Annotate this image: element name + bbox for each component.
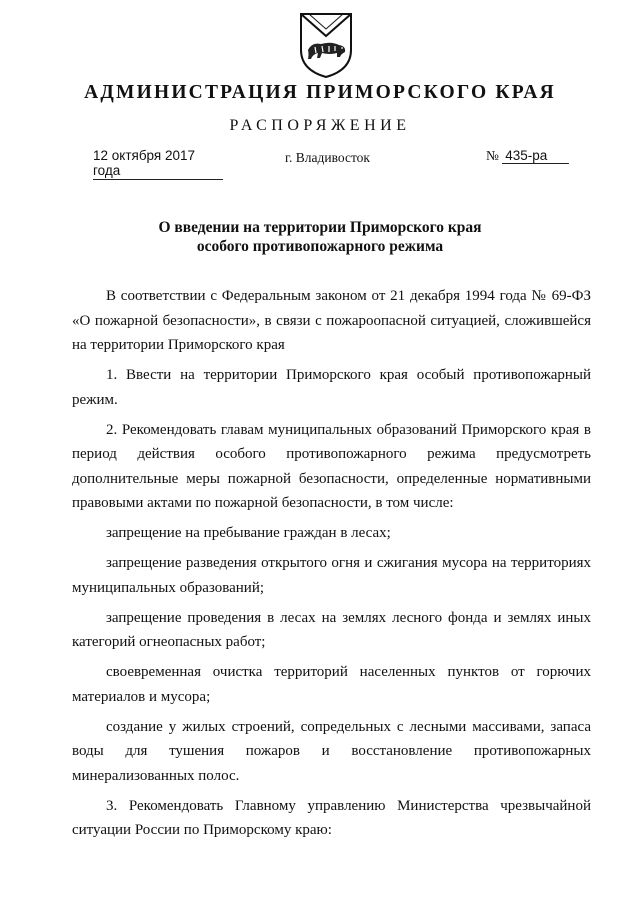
organization-name: АДМИНИСТРАЦИЯ ПРИМОРСКОГО КРАЯ <box>84 82 556 103</box>
paragraph-measure: своевременная очистка территорий населенных пунктов от горючих материалов и мусора; <box>72 664 591 705</box>
document-number <box>486 148 569 164</box>
paragraph-measure: запрещение разведения открытого огня и сжигания мусора на территориях муниципальных образований; <box>72 555 591 596</box>
coat-of-arms-icon <box>297 10 355 80</box>
title-line-1: О введении на территории Приморского края <box>158 219 482 236</box>
paragraph-item-2: 2. Рекомендовать главам муниципальных образований Приморского края в период действия особого противопожарного режима предусмотреть дополнительные меры пожарной безопасности, определенные нормативными правовыми актами по пожарной безопасности, в том числе: <box>72 421 591 511</box>
document-city: г. Владивосток <box>285 150 370 165</box>
paragraph-item-1: 1. Ввести на территории Приморского края особый противопожарный режим. <box>72 367 591 408</box>
document-title <box>0 218 640 256</box>
number-prefix: № <box>486 148 499 163</box>
document-type: РАСПОРЯЖЕНИЕ <box>229 117 411 134</box>
number-value: 435-ра <box>502 148 569 164</box>
document-body <box>72 284 591 848</box>
paragraph-measure: запрещение на пребывание граждан в лесах; <box>106 525 391 541</box>
paragraph-item-3: 3. Рекомендовать Главному управлению Министерства чрезвычайной ситуации России по Приморскому краю: <box>72 797 591 838</box>
paragraph-measure: создание у жилых строений, сопредельных с лесными массивами, запаса воды для тушения пожаров и восстановление противопожарных минерализованных полос. <box>72 718 591 784</box>
paragraph-measure: запрещение проведения в лесах на землях лесного фонда и землях иных категорий огнеопасных работ; <box>72 609 591 650</box>
title-line-2: особого противопожарного режима <box>196 238 444 255</box>
paragraph-preamble: В соответствии с Федеральным законом от 21 декабря 1994 года № 69-ФЗ «О пожарной безопасности», в связи с пожароопасной ситуацией, сложившейся на территории Приморского края <box>72 288 591 353</box>
document-date: 12 октября 2017 года <box>93 148 223 180</box>
